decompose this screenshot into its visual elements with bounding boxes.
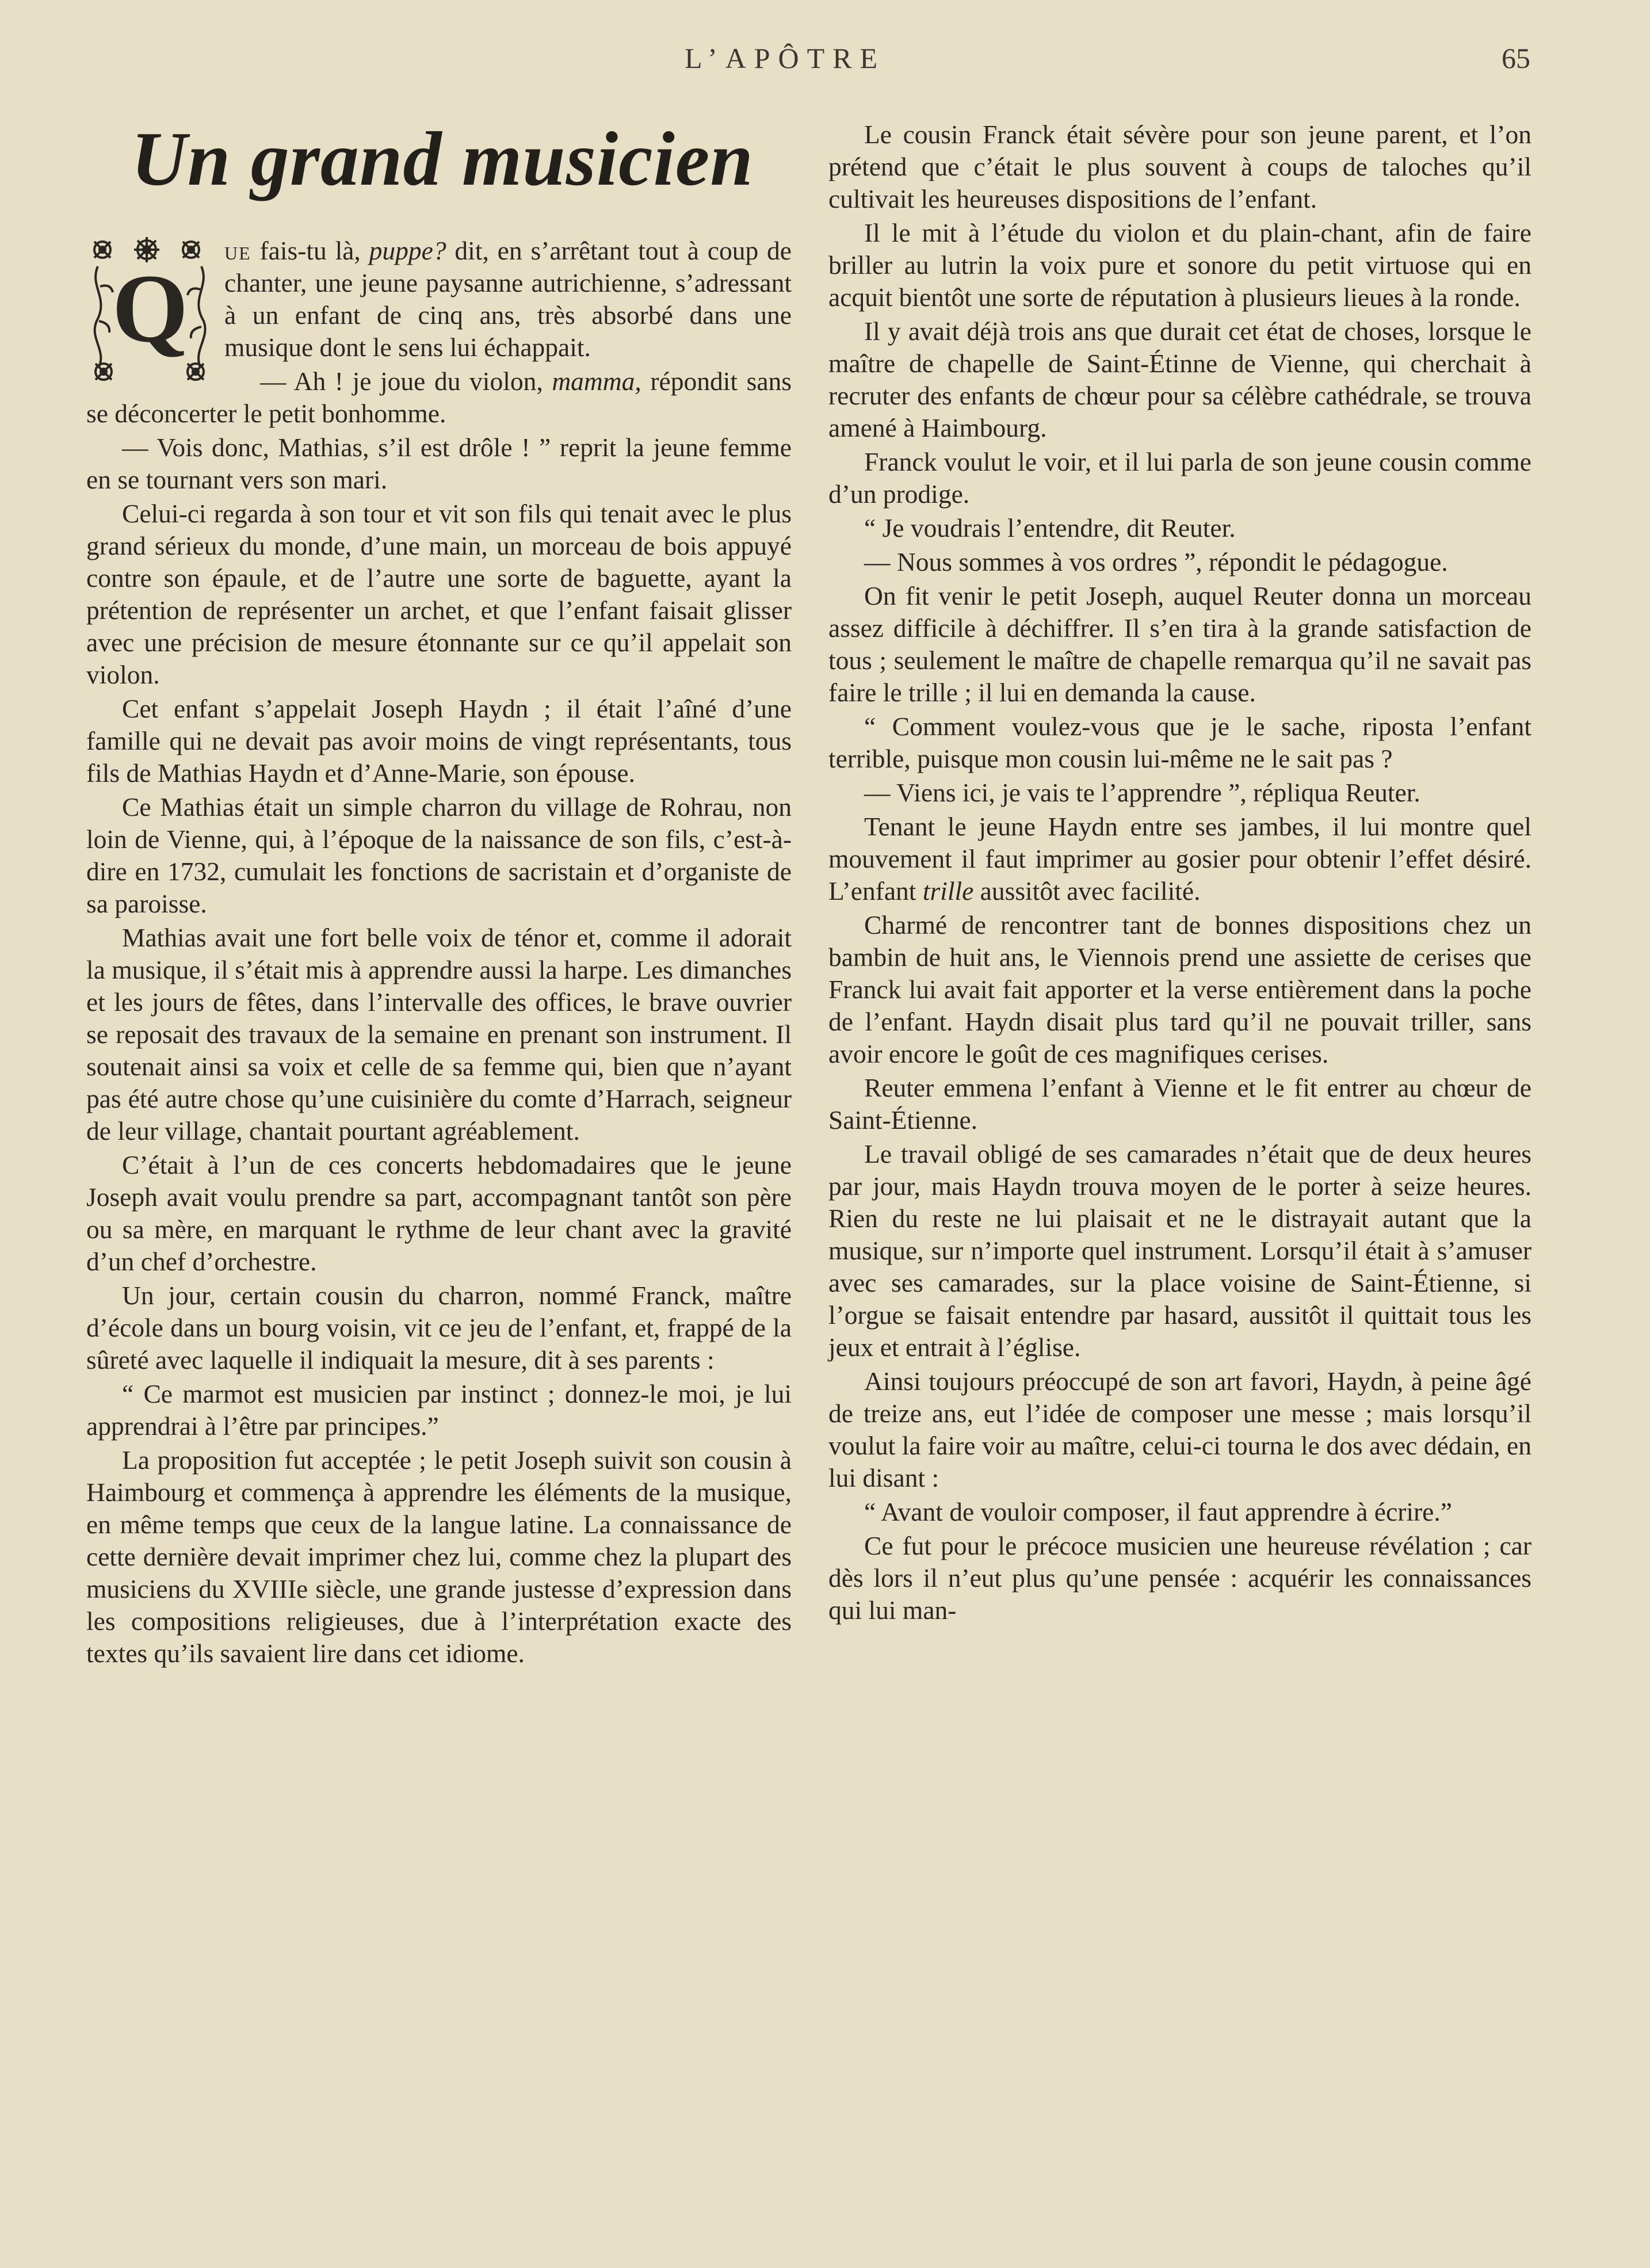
text-run: dit, en s’arrêtant tout à coup de chanter, une jeune paysanne autrichienne, s’adressant à un enfant de cinq ans, très absorbé dans une musique dont le sens lui échappait. xyxy=(224,236,792,362)
paragraph: — Nous sommes à vos ordres ”, répondit le pédagogue. xyxy=(864,547,1448,576)
paragraph: Reuter emmena l’enfant à Vienne et le fit entrer au chœur de Saint-Étienne. xyxy=(828,1073,1531,1135)
paragraph: — Viens ici, je vais te l’apprendre ”, répliqua Reuter. xyxy=(864,778,1420,807)
paragraph: “ Ce marmot est musicien par instinct ; donnez-le moi, je lui apprendrai à l’être par principes.” xyxy=(86,1379,792,1441)
italic-word: trille xyxy=(922,876,974,906)
paragraph: Le cousin Franck était sévère pour son jeune parent, et l’on prétend que c’était le plus souvent à coups de taloches qu’il cultivait les heureuses dispositions de l’enfant. xyxy=(828,120,1531,213)
left-column xyxy=(86,116,792,1671)
text-run: fais-tu là, xyxy=(251,236,369,265)
paragraph: “ Comment voulez-vous que je le sache, riposta l’enfant terrible, puisque mon cousin lui-même ne le sait pas ? xyxy=(828,712,1531,773)
floral-ornament-icon xyxy=(86,235,214,385)
text-run: Tenant le jeune Haydn entre ses jambes, il lui montre quel mouvement il faut imprimer au gosier pour obtenir l’effet désiré. L’enfant xyxy=(828,812,1531,906)
paragraph: “ Je voudrais l’entendre, dit Reuter. xyxy=(864,513,1236,543)
ornamental-dropcap xyxy=(86,235,214,385)
paragraph: Ce Mathias était un simple charron du village de Rohrau, non loin de Vienne, qui, à l’époque de la naissance de son fils, c’est-à-dire en 1732, cumulait les fonctions de sacristain et d’organiste de sa paroisse. xyxy=(86,792,792,918)
paragraph: Un jour, certain cousin du charron, nommé Franck, maître d’école dans un bourg voisin, vit ce jeu de l’enfant, et, frappé de la sûreté avec laquelle il indiquait la mesure, dit à ses parents : xyxy=(86,1281,792,1374)
paragraph: Ainsi toujours préoccupé de son art favori, Haydn, à peine âgé de treize ans, eut l’idée de composer une messe ; mais lorsqu’il voulut la faire voir au maître, celui-ci tourna le dos avec dédain, en lui disant : xyxy=(828,1366,1531,1492)
opening-paragraph-block xyxy=(86,235,792,364)
paragraph: Celui-ci regarda à son tour et vit son fils qui tenait avec le plus grand sérieux du monde, d’une main, un morceau de bois appuyé contre son épaule, et de l’autre une sorte de baguette, ayant la prétention de représenter un archet, et que l’enfant faisait glisser avec une précision de mesure étonnante sur ce qu’il appelait son violon. xyxy=(86,499,792,689)
paragraph: Le travail obligé de ses camarades n’était que de deux heures par jour, mais Haydn trouva moyen de le porter à seize heures. Rien du reste ne lui plaisait et ne le distrayait autant que la musique, sur n’importe quel instrument. Lorsqu’il était à s’amuser avec ses camarades, sur la place voisine de Saint-Étienne, si l’orgue se faisait entendre par hasard, aussitôt il quittait tous les jeux et entrait à l’église. xyxy=(828,1139,1531,1362)
text-run: répondit sans se déconcerter le petit bonhomme. xyxy=(86,366,792,428)
italic-word: mamma, xyxy=(552,366,641,396)
paragraph: C’était à l’un de ces concerts hebdomadaires que le jeune Joseph avait voulu prendre sa part, accompagnant tantôt son père ou sa mère, en marquant le rythme de leur chant avec la gravité d’un chef d’orchestre. xyxy=(86,1150,792,1276)
paragraph: “ Avant de vouloir composer, il faut apprendre à écrire.” xyxy=(864,1497,1452,1526)
article-title: Un grand musicien xyxy=(131,116,754,201)
italic-word: puppe? xyxy=(369,236,446,265)
page-header xyxy=(0,41,1650,82)
running-title: L’APÔTRE xyxy=(685,42,886,74)
paragraph-trille xyxy=(828,811,1531,907)
paragraph: — Vois donc, Mathias, s’il est drôle ! ” reprit la jeune femme en se tournant vers son mari. xyxy=(86,433,792,494)
text-run: — Ah ! je joue du violon, xyxy=(260,366,552,396)
paragraph: Franck voulut le voir, et il lui parla de son jeune cousin comme d’un prodige. xyxy=(828,447,1531,509)
page-number: 65 xyxy=(1502,42,1530,74)
paragraph: Mathias avait une fort belle voix de ténor et, comme il adorait la musique, il s’était mis à apprendre aussi la harpe. Les dimanches et les jours de fêtes, dans l’intervalle des offices, le brave ouvrier se reposait des travaux de la semaine en prenant son instrument. Il soutenait ainsi sa voix et celle de sa femme qui, bien que n’ayant pas été autre chose qu’une cuisinière du comte d’Harrach, seigneur de leur village, chantait pourtant agréablement. xyxy=(86,923,792,1146)
paragraph: Charmé de rencontrer tant de bonnes dispositions chez un bambin de huit ans, le Viennois prend une assiette de cerises que Franck lui avait fait apporter et la verse entièrement dans la poche de l’enfant. Haydn disait plus tard qu’il ne pouvait triller, sans avoir encore le goût de ces magnifiques cerises. xyxy=(828,910,1531,1068)
paragraph: La proposition fut acceptée ; le petit Joseph suivit son cousin à Haimbourg et commença à apprendre les éléments de la musique, en même temps que ceux de la langue latine. La connaissance de cette dernière devait imprimer chez lui, comme chez la plupart des musiciens du XVIIIe siècle, une grande justesse d’expression dans les compositions religieuses, due à l’interprétation exacte des textes qu’ils savaient lire dans cet idiome. xyxy=(86,1445,792,1668)
paragraph: Il y avait déjà trois ans que durait cet état de choses, lorsque le maître de chapelle de Saint-Étinne de Vienne, qui cherchait à recruter des enfants de chœur pour sa célèbre cathédrale, se trouva amené à Haimbourg. xyxy=(828,316,1531,442)
paragraph: Cet enfant s’appelait Joseph Haydn ; il était l’aîné d’une famille qui ne devait pas avoir moins de vingt représentants, tous fils de Mathias Haydn et d’Anne-Marie, son épouse. xyxy=(86,694,792,788)
right-column xyxy=(828,119,1531,1628)
paragraph: Ce fut pour le précoce musicien une heureuse révélation ; car dès lors il n’eut plus qu’une pensée : acquérir les connaissances qui lui man- xyxy=(828,1531,1531,1625)
dropcap-continuation: ue xyxy=(224,236,251,265)
text-run: aussitôt avec facilité. xyxy=(973,876,1201,906)
paragraph: Il le mit à l’étude du violon et du plain-chant, afin de faire briller au lutrin la voix pure et sonore du petit virtuose qui en acquit bientôt une sorte de réputation à plusieurs lieues à la ronde. xyxy=(828,218,1531,312)
paragraph: On fit venir le petit Joseph, auquel Reuter donna un morceau assez difficile à déchiffrer. Il s’en tira à la grande satisfaction de tous ; seulement le maître de chapelle remarqua qu’il ne savait pas faire le trille ; il lui en demanda la cause. xyxy=(828,581,1531,707)
dropcap-letter: Q xyxy=(112,254,189,362)
